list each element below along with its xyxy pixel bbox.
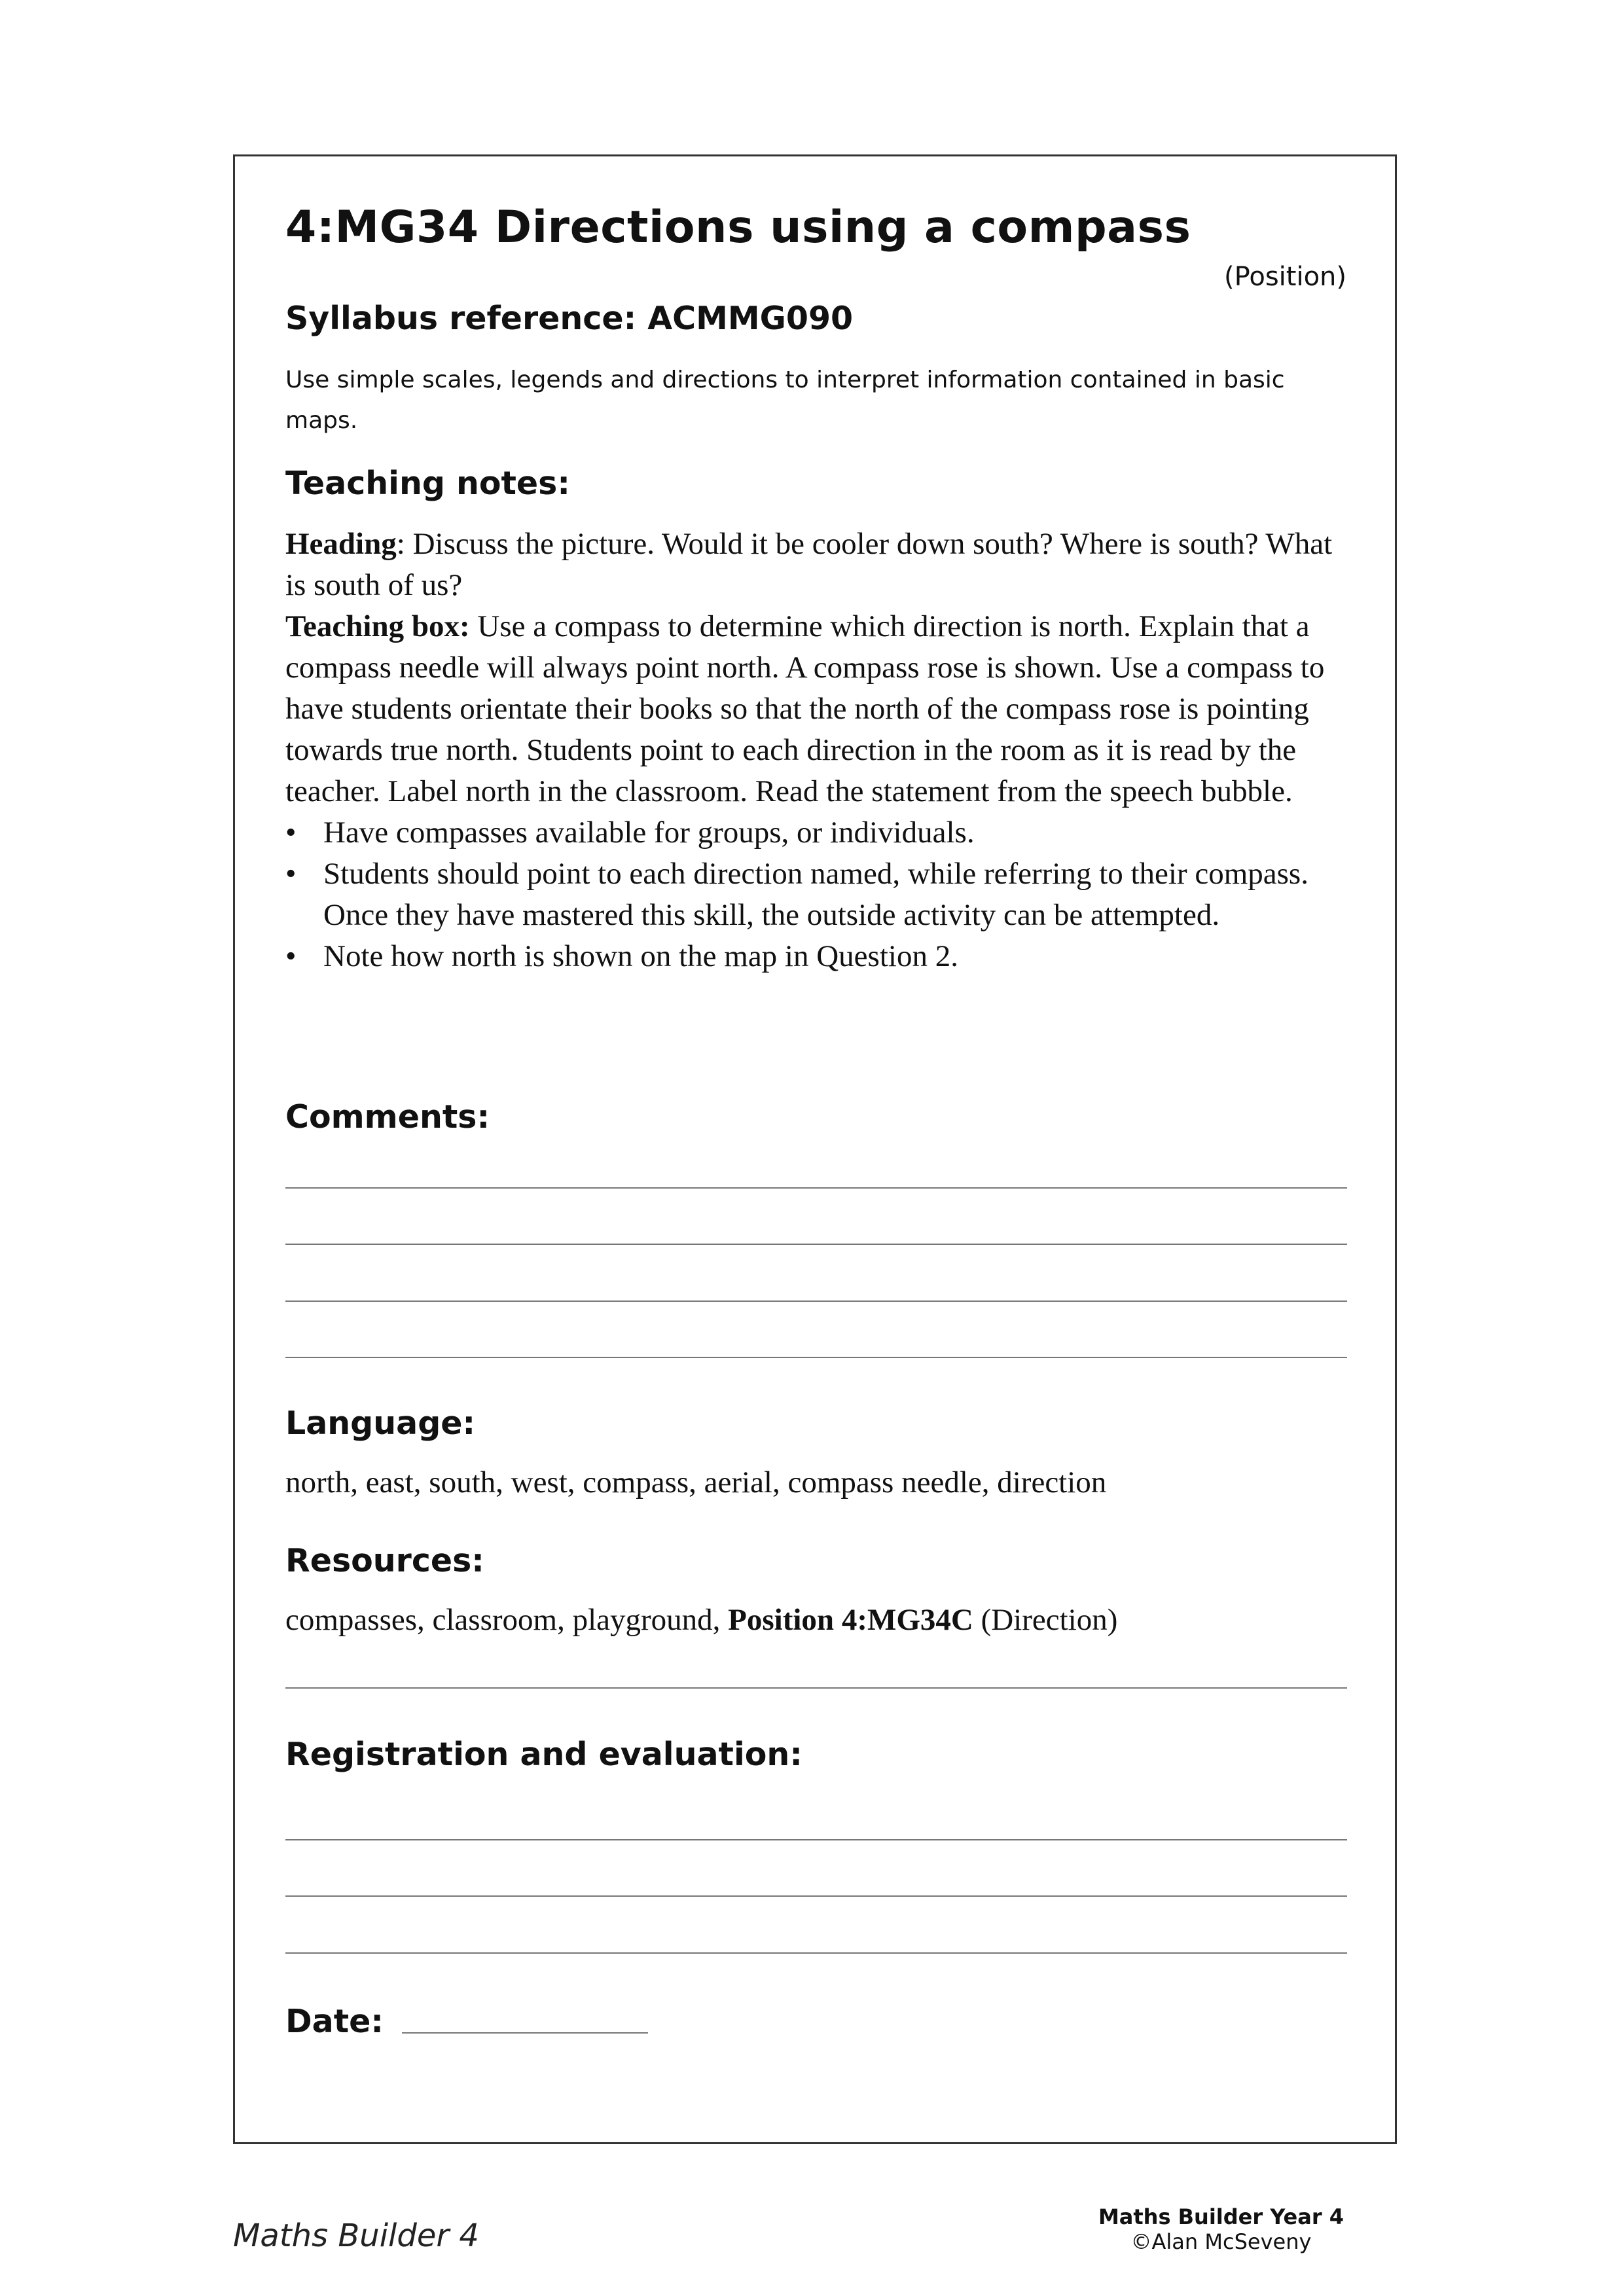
registration-writing-line[interactable] bbox=[285, 1895, 1347, 1897]
footer-copyright: ©Alan McSeveny bbox=[1130, 2229, 1312, 2254]
syllabus-heading: Syllabus reference: ACMMG090 bbox=[285, 300, 854, 337]
list-item-text: Students should point to each direction named, while referring to their compass. Once they have mastered this skill, the outside activity can be attempted. bbox=[323, 857, 1308, 932]
teaching-notes-body bbox=[285, 524, 1346, 977]
resources-text bbox=[285, 1602, 1117, 1638]
list-item bbox=[285, 853, 1346, 936]
teaching-box-label: Teaching box: bbox=[285, 609, 470, 643]
resources-heading: Resources: bbox=[285, 1542, 484, 1579]
resources-text-before: compasses, classroom, playground, bbox=[285, 1603, 729, 1637]
list-item-text: Have compasses available for groups, or individuals. bbox=[323, 816, 975, 850]
list-item bbox=[285, 936, 1346, 977]
teaching-box-note bbox=[285, 606, 1346, 812]
teaching-notes-heading: Teaching notes: bbox=[285, 465, 570, 502]
registration-heading: Registration and evaluation: bbox=[285, 1736, 803, 1773]
page-title: 4:MG34 Directions using a compass bbox=[285, 202, 1191, 253]
heading-note-label: Heading bbox=[285, 527, 397, 561]
comments-heading: Comments: bbox=[285, 1098, 490, 1136]
language-heading: Language: bbox=[285, 1405, 476, 1442]
comments-writing-line[interactable] bbox=[285, 1357, 1347, 1358]
page-frame bbox=[233, 154, 1397, 2144]
teaching-notes-list bbox=[285, 812, 1346, 977]
footer-series-title: Maths Builder Year 4 bbox=[1098, 2204, 1344, 2229]
footer-credit bbox=[1098, 2204, 1344, 2254]
bullet-icon: • bbox=[285, 857, 297, 891]
resources-bold-part: Position 4:MG34C bbox=[728, 1603, 973, 1637]
registration-writing-line[interactable] bbox=[285, 1839, 1347, 1840]
bullet-icon: • bbox=[285, 939, 297, 973]
date-label: Date: bbox=[285, 2003, 384, 2040]
footer-book-title: Maths Builder 4 bbox=[233, 2217, 479, 2254]
strand-label: (Position) bbox=[1224, 262, 1346, 292]
resources-writing-line[interactable] bbox=[285, 1687, 1347, 1689]
date-writing-line[interactable] bbox=[402, 2032, 648, 2034]
teaching-box-text: Use a compass to determine which direction is north. Explain that a compass needle will always point north. A compass rose is shown. Use a compass to have students orientate their books so that the north of the compass rose is pointing towards true north. Students point to each direction in the room as it is read by the teacher. Label north in the classroom. Read the statement from the speech bubble. bbox=[285, 609, 1325, 808]
resources-text-after: (Direction) bbox=[973, 1603, 1118, 1637]
heading-note bbox=[285, 524, 1346, 606]
language-text: north, east, south, west, compass, aerial, compass needle, direction bbox=[285, 1465, 1107, 1499]
list-item bbox=[285, 812, 1346, 853]
registration-writing-line[interactable] bbox=[285, 1952, 1347, 1954]
list-item-text: Note how north is shown on the map in Question 2. bbox=[323, 939, 958, 973]
comments-writing-line[interactable] bbox=[285, 1244, 1347, 1245]
comments-writing-line[interactable] bbox=[285, 1300, 1347, 1302]
comments-writing-line[interactable] bbox=[285, 1187, 1347, 1189]
syllabus-description: Use simple scales, legends and directions to interpret information contained in basic maps. bbox=[285, 367, 1285, 434]
heading-note-text: : Discuss the picture. Would it be cooler down south? Where is south? What is south of us? bbox=[285, 527, 1333, 602]
bullet-icon: • bbox=[285, 816, 297, 850]
